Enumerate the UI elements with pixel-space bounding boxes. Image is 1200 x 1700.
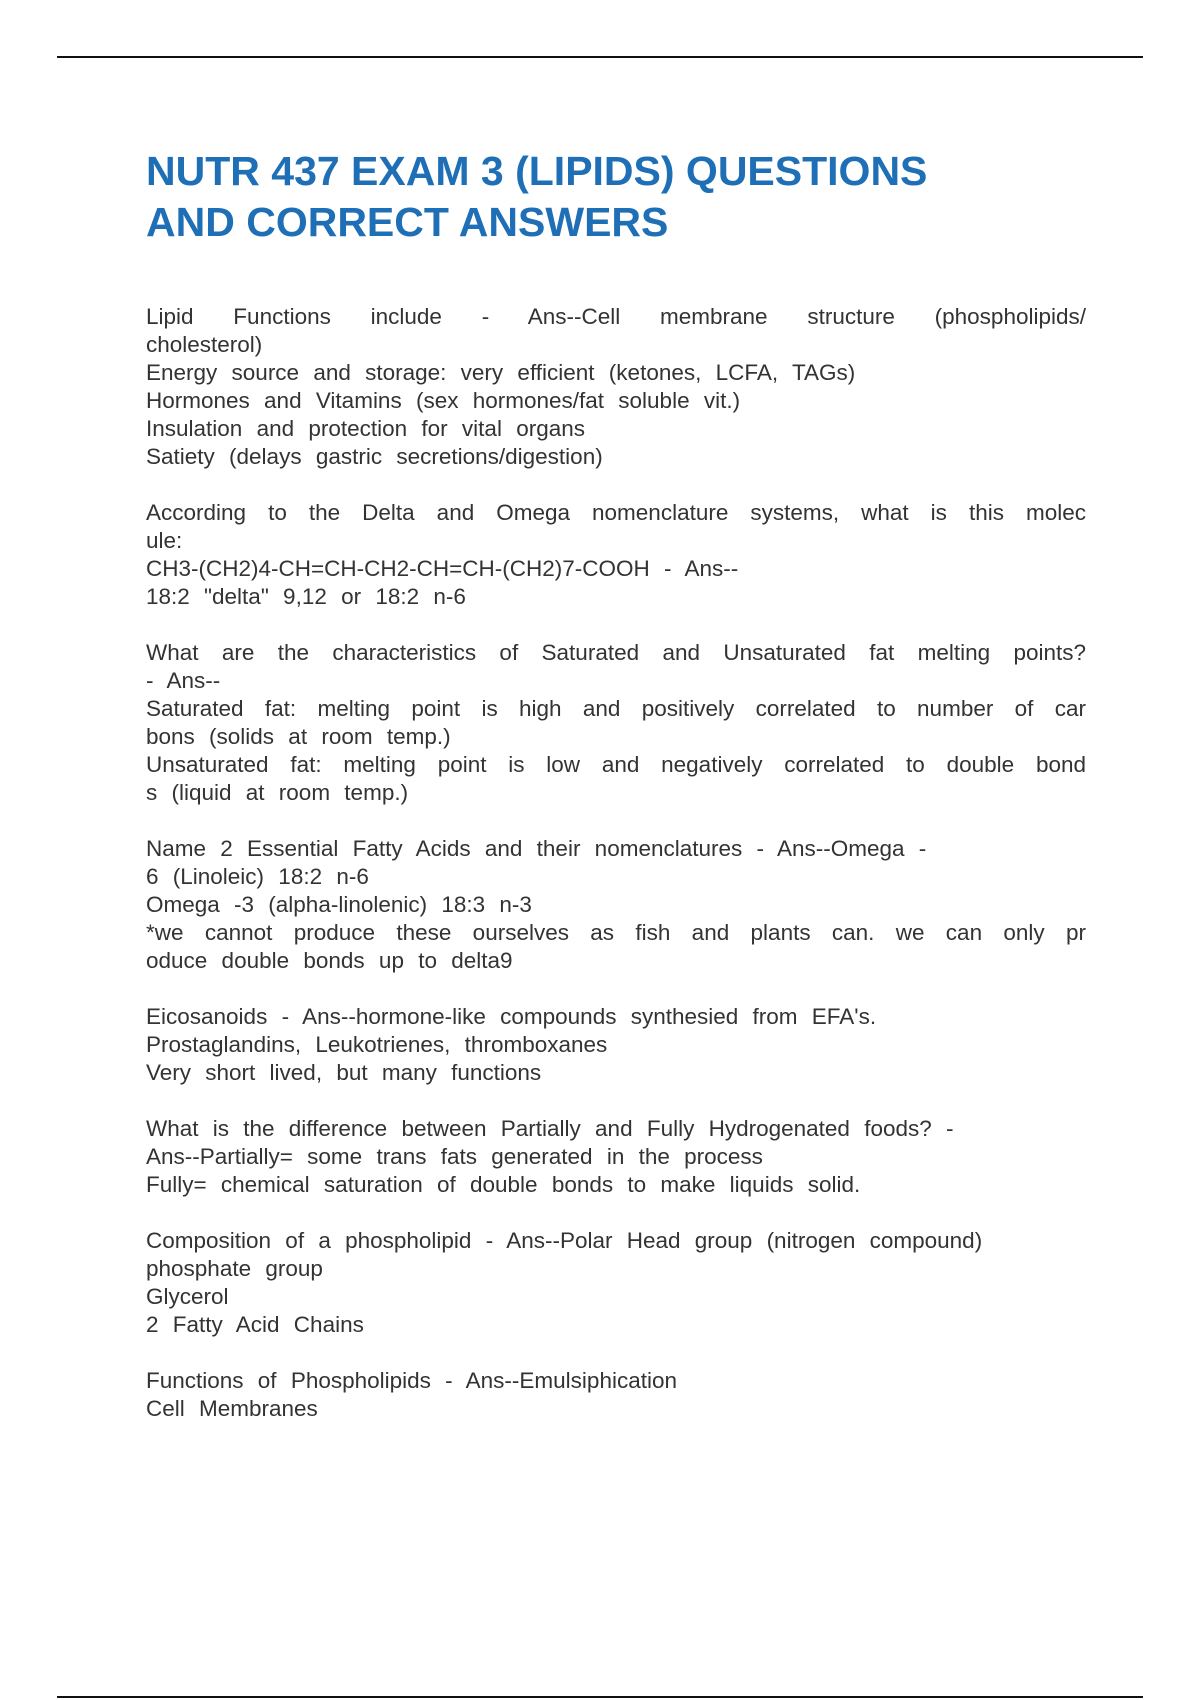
text-line: - Ans-- <box>146 668 221 693</box>
text-line: cholesterol) <box>146 332 263 357</box>
text-line: Composition of a phospholipid - Ans--Polar Head group (nitrogen compound) <box>146 1228 983 1253</box>
qa-block-phospholipid-functions <box>146 1367 1086 1423</box>
text-line: Satiety (delays gastric secretions/digestion) <box>146 444 603 469</box>
text-line: Unsaturated fat: melting point is low and negatively correlated to double bond <box>146 752 1086 777</box>
text-line: Saturated fat: melting point is high and positively correlated to number of car <box>146 696 1086 721</box>
text-line: *we cannot produce these ourselves as fish and plants can. we can only pr <box>146 920 1086 945</box>
text-line: CH3-(CH2)4-CH=CH-CH2-CH=CH-(CH2)7-COOH - Ans-- <box>146 556 739 581</box>
text-line: Insulation and protection for vital organs <box>146 416 585 441</box>
text-line: ule: <box>146 528 183 553</box>
text-line: What is the difference between Partially and Fully Hydrogenated foods? - <box>146 1116 954 1141</box>
bottom-rule <box>57 1696 1143 1698</box>
text-line: Hormones and Vitamins (sex hormones/fat soluble vit.) <box>146 388 741 413</box>
title-line: NUTR 437 EXAM 3 (LIPIDS) QUESTIONS <box>146 148 928 194</box>
text-line: Omega -3 (alpha-linolenic) 18:3 n-3 <box>146 892 532 917</box>
qa-block-melting-points <box>146 639 1086 807</box>
text-line: What are the characteristics of Saturated and Unsaturated fat melting points? <box>146 640 1086 665</box>
text-line: Cell Membranes <box>146 1396 318 1421</box>
document-title <box>146 146 1106 248</box>
text-line: 6 (Linoleic) 18:2 n-6 <box>146 864 369 889</box>
text-line: Glycerol <box>146 1284 229 1309</box>
text-line: Eicosanoids - Ans--hormone-like compounds synthesied from EFA's. <box>146 1004 877 1029</box>
text-line: Fully= chemical saturation of double bonds to make liquids solid. <box>146 1172 861 1197</box>
qa-content <box>146 303 1086 1451</box>
text-line: 18:2 "delta" 9,12 or 18:2 n-6 <box>146 584 466 609</box>
qa-block-essential-fatty-acids <box>146 835 1086 975</box>
qa-block-hydrogenation <box>146 1115 1086 1199</box>
text-line: oduce double bonds up to delta9 <box>146 948 513 973</box>
text-line: Ans--Partially= some trans fats generated in the process <box>146 1144 763 1169</box>
text-line: Very short lived, but many functions <box>146 1060 542 1085</box>
text-line: Functions of Phospholipids - Ans--Emulsiphication <box>146 1368 677 1393</box>
text-line: Lipid Functions include - Ans--Cell membrane structure (phospholipids/ <box>146 304 1086 329</box>
text-line: s (liquid at room temp.) <box>146 780 409 805</box>
text-line: Prostaglandins, Leukotrienes, thromboxanes <box>146 1032 608 1057</box>
text-line: bons (solids at room temp.) <box>146 724 451 749</box>
top-rule <box>57 56 1143 58</box>
title-line: AND CORRECT ANSWERS <box>146 199 669 245</box>
text-line: Energy source and storage: very efficient (ketones, LCFA, TAGs) <box>146 360 856 385</box>
qa-block-nomenclature <box>146 499 1086 611</box>
qa-block-lipid-functions <box>146 303 1086 471</box>
text-line: According to the Delta and Omega nomenclature systems, what is this molec <box>146 500 1086 525</box>
text-line: 2 Fatty Acid Chains <box>146 1312 364 1337</box>
text-line: Name 2 Essential Fatty Acids and their nomenclatures - Ans--Omega - <box>146 836 927 861</box>
text-line: phosphate group <box>146 1256 323 1281</box>
qa-block-eicosanoids <box>146 1003 1086 1087</box>
qa-block-phospholipid-composition <box>146 1227 1086 1339</box>
